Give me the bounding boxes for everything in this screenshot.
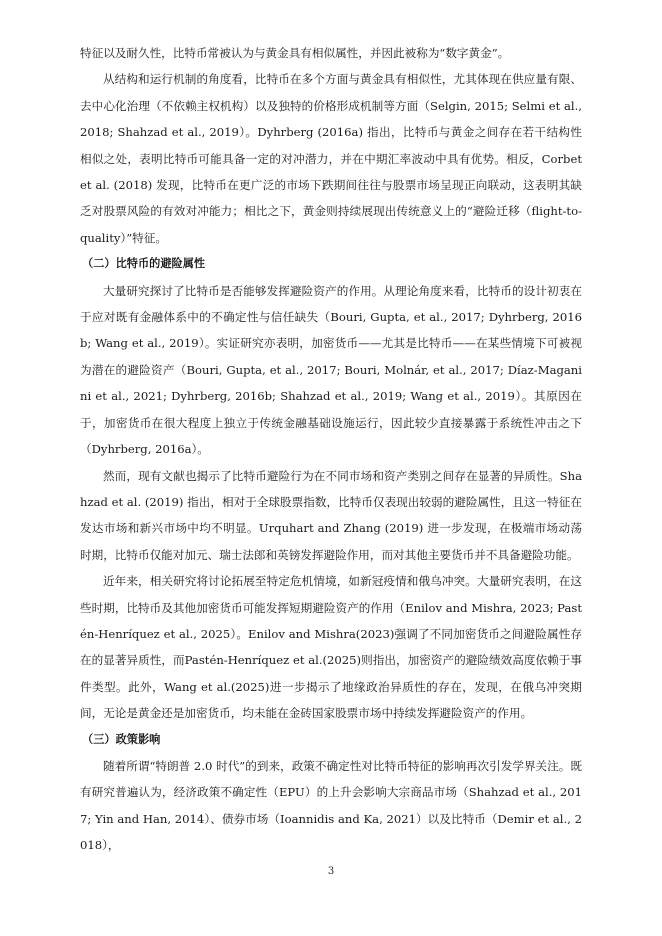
paragraph-policy-uncertainty: 随着所谓“特朗普 2.0 时代”的到来，政策不确定性对比特币特征的影响再次引发学界关注。既有研究普遍认为，经济政策不确定性（EPU）的上升会影响大宗商品市场（Shahzad et al., 2017; Yin and Han, 2014）、债券市场（Ioannidis and Ka, 2021）以及比特币（Demir et al., 2018）， bbox=[80, 758, 582, 853]
paragraph-structure-mechanism: 从结构和运行机制的角度看，比特币在多个方面与黄金具有相似性，尤其体现在供应量有限、去中心化治理（不依赖主权机构）以及独特的价格形成机制等方面（Selgin, 2015; Selmi et al., 2018; Shahzad et al., 2019）。Dyhrberg (2016a) 指出，比特币与黄金之间存在若干结构性相似之处，表明比特币可能具备一定的对冲潜力，并在中期汇率波动中具有优势。相反，Corbet et al. (2018) 发现，比特币在更广泛的市场下跌期间往往与股票市场呈现正向联动，这表明其缺乏对股票风险的有效对冲能力；相比之下，黄金则持续展现出传统意义上的“避险迁移（flight-to-quality）”特征。 bbox=[80, 72, 582, 245]
paragraph-crisis-context: 近年来，相关研究将讨论拓展至特定危机情境，如新冠疫情和俄乌冲突。大量研究表明，在这些时期，比特币及其他加密货币可能发挥短期避险资产的作用（Enilov and Mishra, 2023; Pastén-Henríquez et al., 2025）。Enilov and Mishra(2023)强调了不同加密货币之间避险属性存在的显著异质性，而Pastén-Henríquez et al.(2025)则指出，加密资产的避险绩效高度依赖于事件类型。此外，Wang et al.(2025)进一步揭示了地缘政治异质性的存在，发现，在俄乌冲突期间，无论是黄金还是加密货币，均未能在金砖国家股票市场中持续发挥避险资产的作用。 bbox=[80, 574, 582, 721]
paragraph-heterogeneity: 然而，现有文献也揭示了比特币避险行为在不同市场和资产类别之间存在显著的异质性。Shahzad et al. (2019) 指出，相对于全球股票指数，比特币仅表现出较弱的避险属性，且这一特征在发达市场和新兴市场中均不明显。Urquhart and Zhang (2019) 进一步发现，在极端市场动荡时期，比特币仅能对加元、瑞士法郎和英镑发挥避险作用，而对其他主要货币并不具备避险功能。 bbox=[80, 468, 582, 562]
page-number: 3 bbox=[327, 866, 335, 877]
paragraph-safe-haven-literature: 大量研究探讨了比特币是否能够发挥避险资产的作用。从理论角度来看，比特币的设计初衷在于应对既有金融体系中的不确定性与信任缺失（Bouri, Gupta, et al., 2017; Dyhrberg, 2016b; Wang et al., 2019）。实证研究亦表明，加密货币——尤其是比特币——在某些情境下可被视为潜在的避险资产（Bouri, Gupta, et al., 2017; Bouri, Molnár, et al., 2017; Díaz-Maganini et al., 2021; Dyhrberg, 2016b; Shahzad et al., 2019; Wang et al., 2019）。其原因在于，加密货币在很大程度上独立于传统金融基础设施运行，因此较少直接暴露于系统性冲击之下（Dyhrberg, 2016a）。 bbox=[80, 283, 582, 457]
section-heading-safe-haven: （二）比特币的避险属性 bbox=[82, 257, 206, 271]
section-heading-policy-impact: （三）政策影响 bbox=[82, 732, 161, 746]
paragraph-continued: 特征以及耐久性，比特币常被认为与黄金具有相似属性，并因此被称为“数字黄金”。 bbox=[80, 46, 510, 60]
page-body bbox=[80, 40, 582, 859]
